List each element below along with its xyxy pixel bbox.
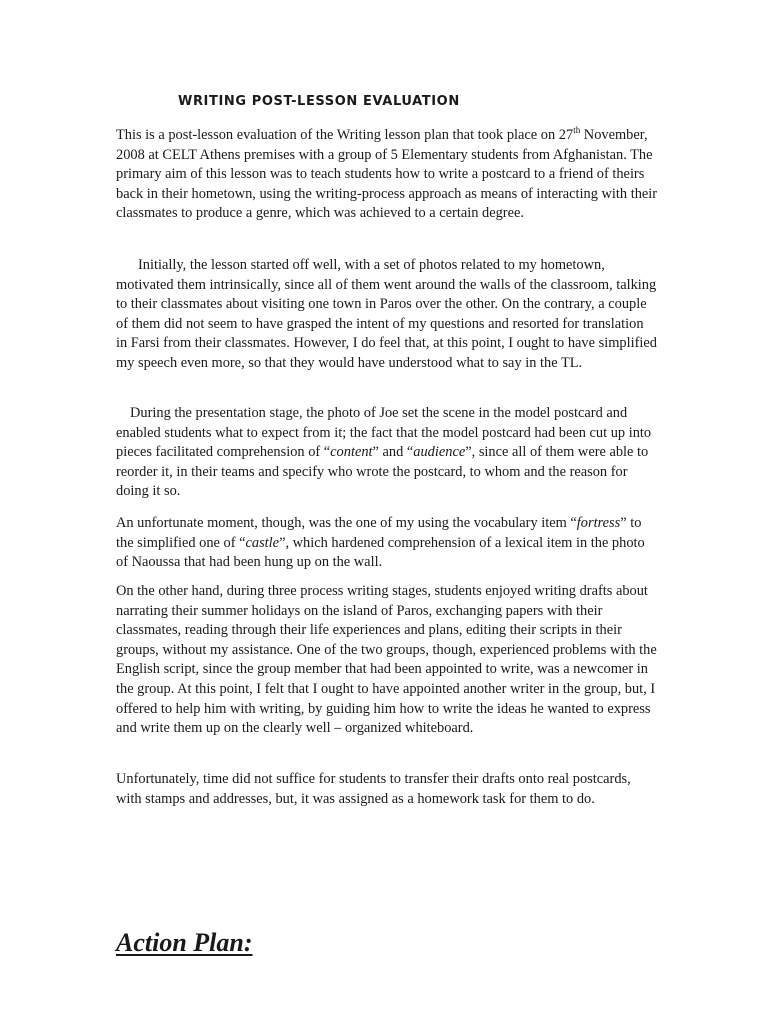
initial-stage-text: Initially, the lesson started off well, with a set of photos related to my hometown, motivated them intrinsically, since all of them went around the walls of the classroom, talking to their classmates about visiting one town in Paros over the other. On the contrary, a couple of them did not seem to have grasped the intent of my questions and resorted for translation in Farsi from their classmates. However, I do feel that, at this point, I ought to have simplified my speech even more, so that they would have understood what to say in the TL. [116, 257, 657, 371]
vocabulary-text-2: ” to the simplified one of “ [116, 515, 642, 551]
term-castle: castle [245, 534, 280, 551]
paragraph-initial-stage [116, 256, 658, 374]
vocabulary-text-3: ”, which hardened comprehension of a lexical item in the photo of Naoussa that had been hung up on the wall. [116, 534, 645, 571]
action-plan-heading: Action Plan: [116, 928, 253, 957]
paragraph-presentation-stage [116, 404, 658, 502]
term-fortress: fortress [576, 515, 621, 531]
paragraph-conclusion: Unfortunately, time did not suffice for students to transfer their drafts onto real postcards, with stamps and addresses, but, it was assigned as a homework task for them to do. [116, 771, 631, 807]
paragraph-vocabulary-moment [116, 514, 658, 573]
term-audience: audience [413, 444, 466, 461]
date-ordinal-superscript: th [573, 125, 581, 135]
intro-text-end: November, 2008 at CELT Athens premises with a group of 5 Elementary students from Afghanistan. The primary aim of this lesson was to teach students how to write a postcard to a friend of theirs back in their hometown, using the writing-process approach as means of interacting with their classmates to produce a genre, which was achieved to a certain degree. [116, 127, 658, 222]
presentation-text-3: ”, since all of them were able to reorder it, in their teams and specify who wrote the postcard, to whom and the reason for doing it so. [116, 444, 649, 500]
intro-text-start: This is a post-lesson evaluation of the Writing lesson plan that took place on 27 [116, 127, 574, 143]
term-content: content [330, 444, 373, 461]
paragraph-process-writing: On the other hand, during three process writing stages, students enjoyed writing drafts about narrating their summer holidays on the island of Paros, exchanging papers with their classmates, reading through their life experiences and plans, editing their scripts in their groups, without my assistance. One of the two groups, though, experienced problems with the English script, since the group member that had been appointed to write, was a newcomer in the group. At this point, I felt that I ought to have appointed another writer in the group, but, I offered to help him with writing, by guiding him how to write the ideas he wanted to express and write them up on the clearly well – organized whiteboard. [116, 583, 657, 737]
paragraph-introduction [116, 126, 658, 224]
vocabulary-text-1: An unfortunate moment, though, was the one of my using the vocabulary item “ [116, 515, 577, 531]
presentation-text-2: ” and “ [372, 444, 414, 461]
presentation-text-1: During the presentation stage, the photo of Joe set the scene in the model postcard and enabled students what to expect from it; the fact that the model postcard had been cut up into pieces facilitated comprehension of “ [116, 405, 652, 461]
document-title: WRITING POST-LESSON EVALUATION [178, 94, 460, 109]
